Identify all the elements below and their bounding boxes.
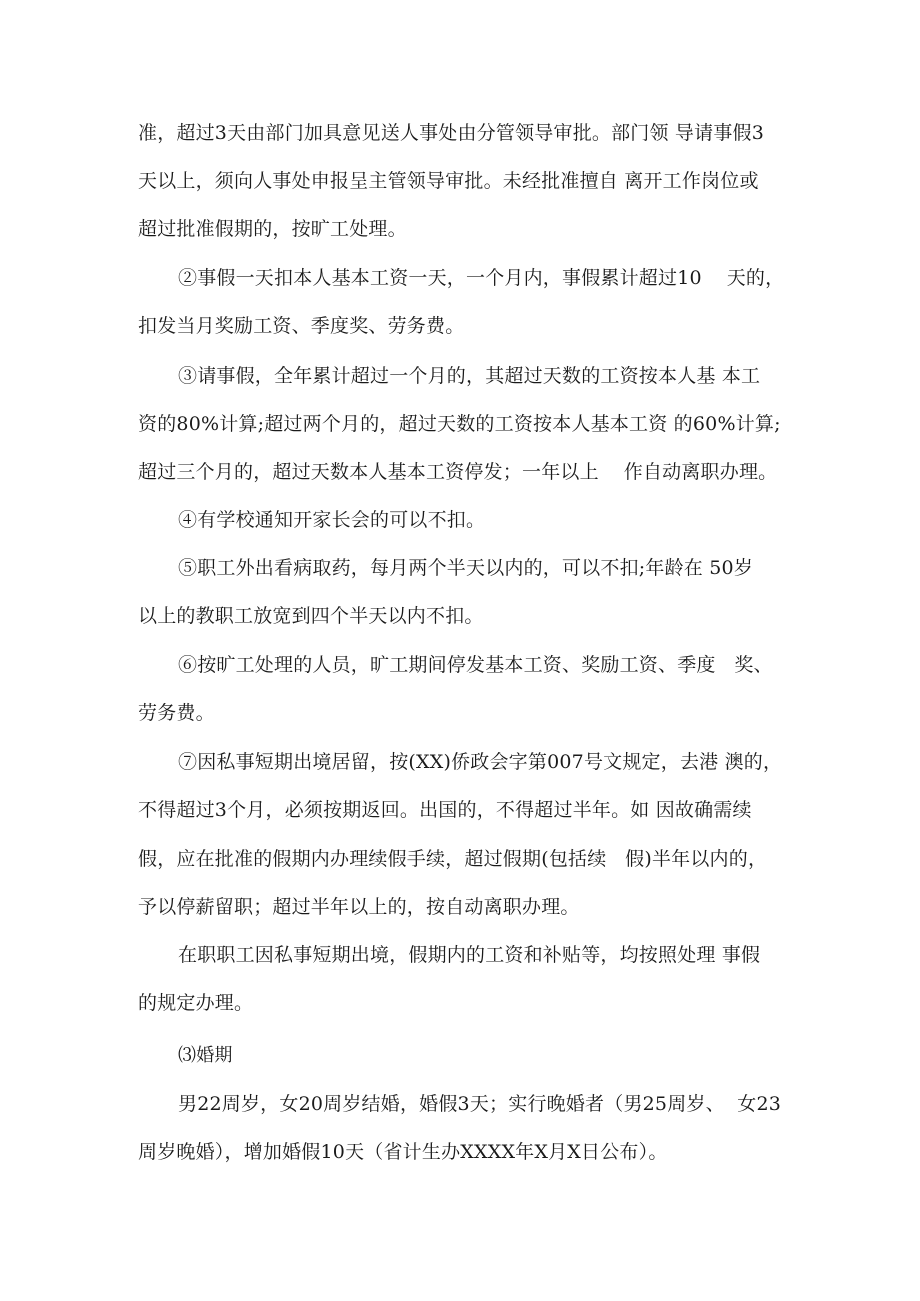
text-line: 资的80%计算;超过两个月的，超过天数的工资按本人基本工资 的60%计算; bbox=[138, 413, 781, 435]
text-line: 超过三个月的，超过天数本人基本工资停发；一年以上 作自动离职办理。 bbox=[138, 461, 778, 483]
text-line: 准，超过3天由部门加具意见送人事处由分管领导审批。部门领 导请事假3 bbox=[138, 122, 765, 144]
section-heading: ⑶婚期 bbox=[178, 1045, 233, 1066]
text-line: 予以停薪留职；超过半年以上的，按自动离职办理。 bbox=[138, 896, 580, 918]
text-line: 超过批准假期的，按旷工处理。 bbox=[138, 218, 407, 240]
text-line: 在职职工因私事短期出境，假期内的工资和补贴等，均按照处理 事假 bbox=[178, 944, 761, 966]
text-line: ②事假一天扣本人基本工资一天，一个月内，事假累计超过10 天的， bbox=[178, 267, 785, 289]
text-line: ④有学校通知开家长会的可以不扣。 bbox=[178, 509, 486, 531]
text-line: ⑥按旷工处理的人员，旷工期间停发基本工资、奖励工资、季度 奖、 bbox=[178, 654, 773, 676]
text-line: ③请事假，全年累计超过一个月的，其超过天数的工资按本人基 本工 bbox=[178, 365, 761, 387]
text-line: 天以上，须向人事处申报呈主管领导审批。未经批准擅自 离开工作岗位或 bbox=[138, 170, 759, 192]
text-line: 假，应在批准的假期内办理续假手续，超过假期(包括续 假)半年以内的， bbox=[138, 848, 768, 870]
text-line: ⑤职工外出看病取药，每月两个半天以内的，可以不扣;年龄在 50岁 bbox=[178, 557, 754, 579]
text-line: 以上的教职工放宽到四个半天以内不扣。 bbox=[138, 605, 484, 627]
text-line: 的规定办理。 bbox=[138, 992, 254, 1014]
text-line: 周岁晚婚），增加婚假10天（省计生办XXXX年X月X日公布）。 bbox=[138, 1141, 668, 1163]
text-line: 不得超过3个月，必须按期返回。出国的，不得超过半年。如 因故确需续 bbox=[138, 799, 752, 821]
text-line: 男22周岁，女20周岁结婚，婚假3天；实行晚婚者（男25周岁、 女23 bbox=[178, 1093, 782, 1115]
text-line: ⑦因私事短期出境居留，按(XX)侨政会字第007号文规定，去港 澳的， bbox=[178, 751, 783, 773]
text-line: 扣发当月奖励工资、季度奖、劳务费。 bbox=[138, 315, 465, 337]
text-line: 劳务费。 bbox=[138, 702, 215, 724]
